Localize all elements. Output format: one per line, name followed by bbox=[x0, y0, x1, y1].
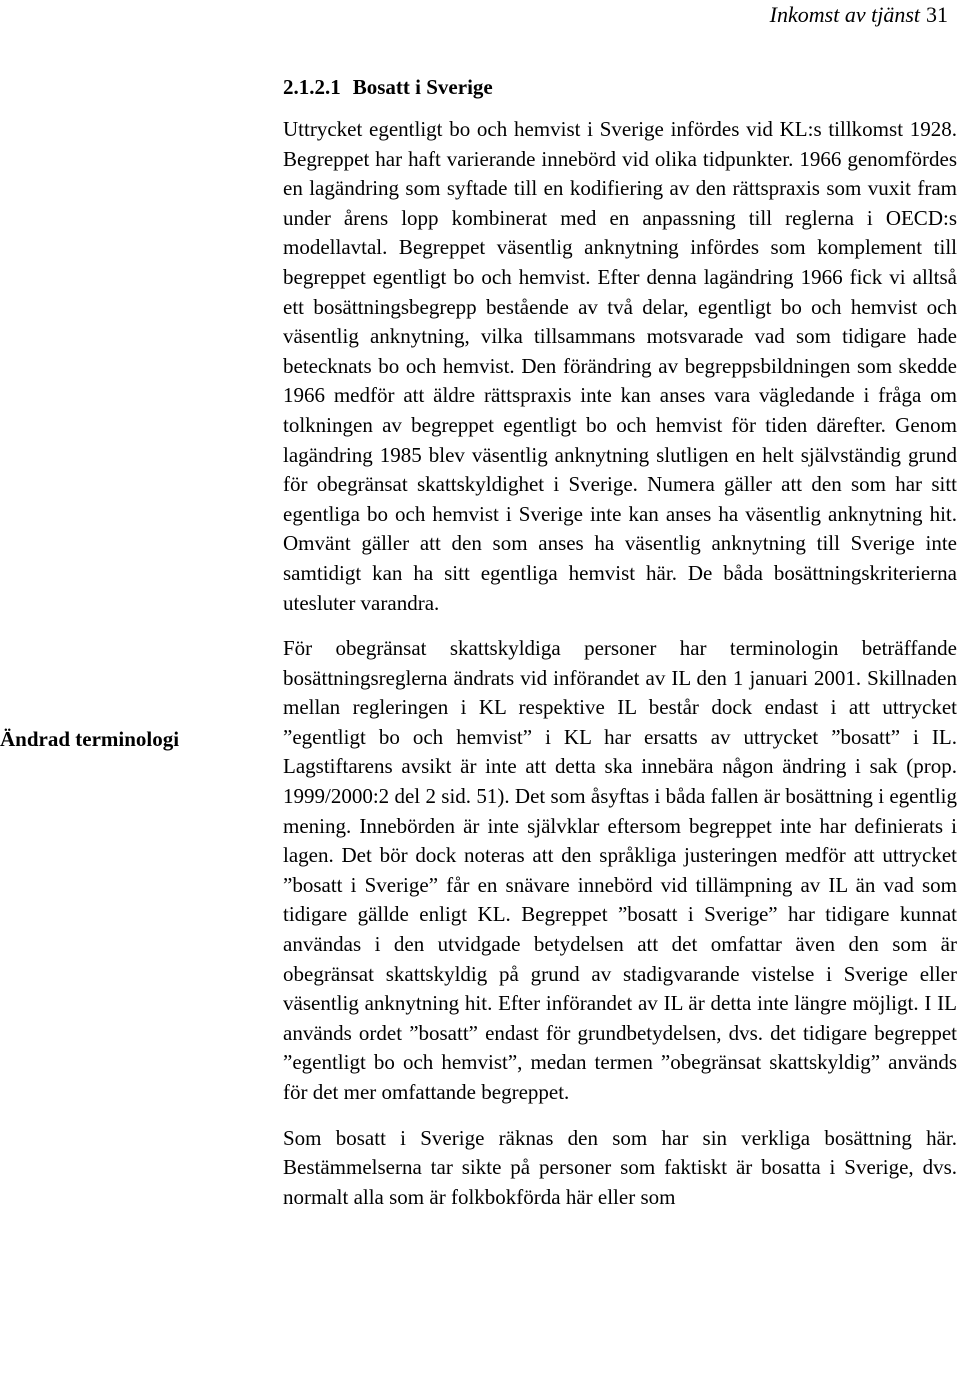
section-heading bbox=[283, 72, 957, 102]
running-header bbox=[770, 0, 948, 30]
section-number: 2.1.2.1 bbox=[283, 75, 341, 99]
paragraph-terminology: För obegränsat skattskyldiga personer har terminologin beträffande bosättningsreglerna ändrats vid införandet av IL den 1 januari 2001. Skillnaden mellan regleringen i KL respektive IL består dock endast i att uttrycket ”egentligt bo och hemvist” i KL har ersatts av uttrycket ”bosatt” i IL. Lagstiftarens avsikt är inte att detta ska innebära någon ändring i sak (prop. 1999/2000:2 del 2 sid. 51). Det som åsyftas i båda fallen är bosättning i egentlig mening. Innebörden är inte självklar eftersom begreppet inte har definierats i lagen. Det bör dock noteras att den språkliga justeringen medför att uttrycket ”bosatt i Sverige” får en snävare innebörd vid tillämpning av IL än vad som tidigare gällde enligt KL. Begreppet ”bosatt i Sverige” har tidigare kunnat användas i den utvidgade betydelsen att det omfattar även den som är obegränsat skattskyldig på grund av stadigvarande vistelse i Sverige eller väsentlig anknytning hit. Efter införandet av IL är detta inte längre möjligt. I IL används ordet ”bosatt” endast för grundbetydelsen, dvs. det tidigare begreppet ”egentligt bo och hemvist”, medan termen ”obegränsat skattskyldig” används för det mer omfattande begreppet. bbox=[283, 636, 957, 1104]
page-number: 31 bbox=[926, 2, 948, 27]
running-title: Inkomst av tjänst bbox=[769, 2, 920, 27]
main-content bbox=[283, 72, 957, 1228]
margin-note: Ändrad terminologi bbox=[0, 727, 180, 751]
paragraph-residence: Som bosatt i Sverige räknas den som har sin verkliga bosättning här. Bestämmelserna tar sikte på personer som faktiskt är bosatta i Sverige, dvs. normalt alla som är folkbokförda här eller som bbox=[283, 1125, 957, 1209]
paragraph-history: Uttrycket egentligt bo och hemvist i Sverige infördes vid KL:s tillkomst 1928. Begreppet har haft varierande innebörd vid olika tidpunkter. 1966 genomfördes en lagändring som syftade till en kodifiering av den rättspraxis som vuxit fram under årens lopp kombinerat med en anpassning till reglerna i OECD:s modellavtal. Begreppet väsentlig anknytning infördes som komplement till begreppet egentligt bo och hemvist. Efter denna lagändring 1966 fick vi alltså ett bosättningsbegrepp bestående av två delar, egentligt bo och hemvist och väsentlig anknytning, vilka tillsammans motsvarade vad som tidigare hade betecknats bo och hemvist. Den förändring av begreppsbildningen som skedde 1966 medför att äldre rättspraxis inte kan anses vara vägledande i fråga om tolkningen av begreppet egentligt bo och hemvist för tiden därefter. Genom lagändring 1985 blev väsentlig anknytning slutligen en helt självständig grund för obegränsat skattskyldighet i Sverige. Numera gäller att den som har sitt egentliga bo och hemvist i Sverige inte kan anses ha väsentlig anknytning hit. Omvänt gäller att den som anses ha väsentlig anknytning till Sverige inte samtidigt kan ha sitt egentliga hemvist här. De båda bosättningskriterierna utesluter varandra. bbox=[283, 117, 957, 615]
section-title: Bosatt i Sverige bbox=[352, 75, 493, 99]
